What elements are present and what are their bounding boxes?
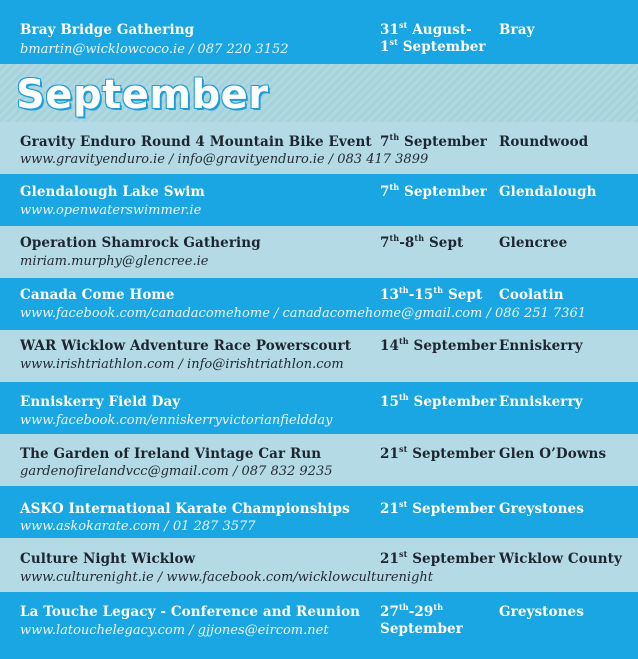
event-contact: www.askokarate.com / 01 287 3577 — [20, 519, 256, 534]
event-place: Greystones — [499, 501, 584, 517]
event-name: Culture Night Wicklow — [20, 551, 196, 567]
event-row — [0, 226, 638, 278]
event-date: 7th-8th Sept — [380, 233, 464, 251]
event-name: The Garden of Ireland Vintage Car Run — [20, 446, 322, 462]
event-row — [0, 538, 638, 592]
event-place: Glen O’Downs — [499, 446, 607, 462]
event-contact: www.facebook.com/canadacomehome / canadacomehome@gmail.com / 086 251 7361 — [20, 306, 587, 321]
event-date: 21st September — [380, 499, 496, 517]
event-date: 7th September — [380, 132, 487, 150]
event-contact: miriam.murphy@glencree.ie — [20, 254, 209, 269]
event-place: Bray — [499, 22, 535, 38]
event-name: ASKO International Karate Championships — [20, 501, 350, 517]
event-name: Gravity Enduro Round 4 Mountain Bike Event — [20, 134, 372, 150]
event-place: Roundwood — [499, 134, 589, 150]
event-row — [0, 486, 638, 538]
event-contact: www.irishtriathlon.com / info@irishtriathlon.com — [20, 357, 344, 372]
event-name: Glendalough Lake Swim — [20, 184, 205, 200]
event-place: Enniskerry — [499, 394, 583, 410]
event-date: 27th-29th September — [380, 602, 463, 637]
event-contact: gardenofirelandvcc@gmail.com / 087 832 9235 — [20, 464, 333, 479]
event-row — [0, 592, 638, 659]
event-contact: www.facebook.com/enniskerryvictorianfieldday — [20, 413, 333, 428]
event-contact: www.gravityenduro.ie / info@gravityenduro.ie / 083 417 3899 — [20, 152, 429, 167]
event-place: Enniskerry — [499, 338, 583, 354]
month-heading: September — [16, 72, 269, 118]
event-row — [0, 382, 638, 434]
event-place: Glencree — [499, 235, 568, 251]
event-row — [0, 0, 638, 64]
event-contact: www.latouchelegacy.com / gjjones@eircom.net — [20, 623, 329, 638]
event-date: 13th-15th Sept — [380, 285, 483, 303]
event-date: 15th September — [380, 392, 497, 410]
event-date: 7th September — [380, 182, 487, 200]
event-date: 21st September — [380, 444, 496, 462]
event-row — [0, 174, 638, 226]
event-contact: www.openwaterswimmer.ie — [20, 203, 202, 218]
event-row — [0, 330, 638, 382]
event-place: Coolatin — [499, 287, 564, 303]
event-row — [0, 122, 638, 174]
event-contact: www.culturenight.ie / www.facebook.com/wicklowculturenight — [20, 570, 433, 585]
event-contact: bmartin@wicklowcoco.ie / 087 220 3152 — [20, 42, 289, 57]
event-name: Operation Shamrock Gathering — [20, 235, 261, 251]
event-name: La Touche Legacy - Conference and Reunion — [20, 604, 361, 620]
event-name: Canada Come Home — [20, 287, 175, 303]
event-place: Glendalough — [499, 184, 597, 200]
event-row — [0, 434, 638, 486]
event-place: Greystones — [499, 604, 584, 620]
event-date: 21st September — [380, 549, 496, 567]
event-date: 14th September — [380, 336, 497, 354]
event-place: Wicklow County — [499, 551, 622, 567]
event-name: Enniskerry Field Day — [20, 394, 181, 410]
event-row — [0, 278, 638, 330]
event-name: WAR Wicklow Adventure Race Powerscourt — [20, 338, 352, 354]
event-date: 31st August- 1st September — [380, 20, 486, 55]
event-name: Bray Bridge Gathering — [20, 22, 195, 38]
